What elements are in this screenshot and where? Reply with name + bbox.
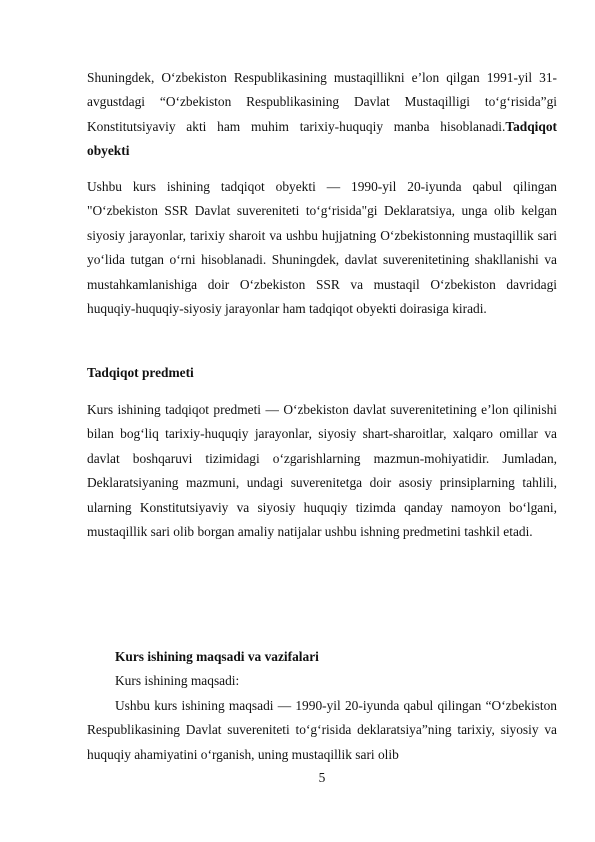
paragraph-constitutional-act xyxy=(87,66,557,164)
paragraph-text: Shuningdek, O‘zbekiston Respublikasining mustaqillikni e’lon qilgan 1991-yil 31-avgustdagi “O‘zbekiston Respublikasining Davlat Mustaqilligi to‘g‘risida”gi Konstitutsiyaviy akti ham muhim tarixiy-huquqiy manba hisoblanadi. xyxy=(87,70,557,134)
page-number: 5 xyxy=(318,770,326,785)
paragraph-research-subject: Kurs ishining tadqiqot predmeti — O‘zbekiston davlat suverenitetining e’lon qilinishi bilan bog‘liq tarixiy-huquqiy jarayonlar, siyosiy shart-sharoitlar, xalqaro omillar va davlat boshqaruvi tizimidagi o‘zgarishlarning mazmun-mohiyatidir. Jumladan, Deklaratsiyaning mazmuni, undagi suverenitetga doir asosiy prinsiplarning tahlili, ularning Konstitutsiyaviy va siyosiy huquqiy tizimda qanday namoyon bo‘lgani, mustaqillik sari olib borgan amaliy natijalar ushbu ishning predmetini tashkil etadi. xyxy=(87,402,557,540)
paragraph-research-object: Ushbu kurs ishining tadqiqot obyekti — 1990-yil 20-iyunda qabul qilingan "O‘zbekiston SSR Davlat suvereniteti to‘g‘risida"gi Deklaratsiya, unga olib kelgan siyosiy jarayonlar, tarixiy sharoit va ushbu hujjatning O‘zbekistonning mustaqillik sari yo‘lida tutgan o‘rni hisoblanadi. Shuningdek, davlat suverenitetining shakllanishi va mustahkamlanishiga doir O‘zbekiston SSR va mustaqil O‘zbekiston davridagi huquqiy-huquqiy-siyosiy jarayonlar ham tadqiqot obyekti doirasiga kiradi. xyxy=(87,179,557,317)
section-heading-research-subject: Tadqiqot predmeti xyxy=(87,365,194,380)
paragraph-goal-text: Ushbu kurs ishining maqsadi — 1990-yil 20-iyunda qabul qilingan “O‘zbekiston Respublikasining Davlat suvereniteti to‘g‘risida deklaratsiya”ning tarixiy, siyosiy va huquqiy ahamiyatini o‘rganish, uning mustaqillik sari olib xyxy=(87,698,557,762)
section-heading-research-object: Tadqiqot obyekti xyxy=(87,118,557,159)
section-heading-goals-tasks: Kurs ishining maqsadi va vazifalari xyxy=(115,649,319,664)
paragraph-goal-label: Kurs ishining maqsadi: xyxy=(115,673,240,688)
